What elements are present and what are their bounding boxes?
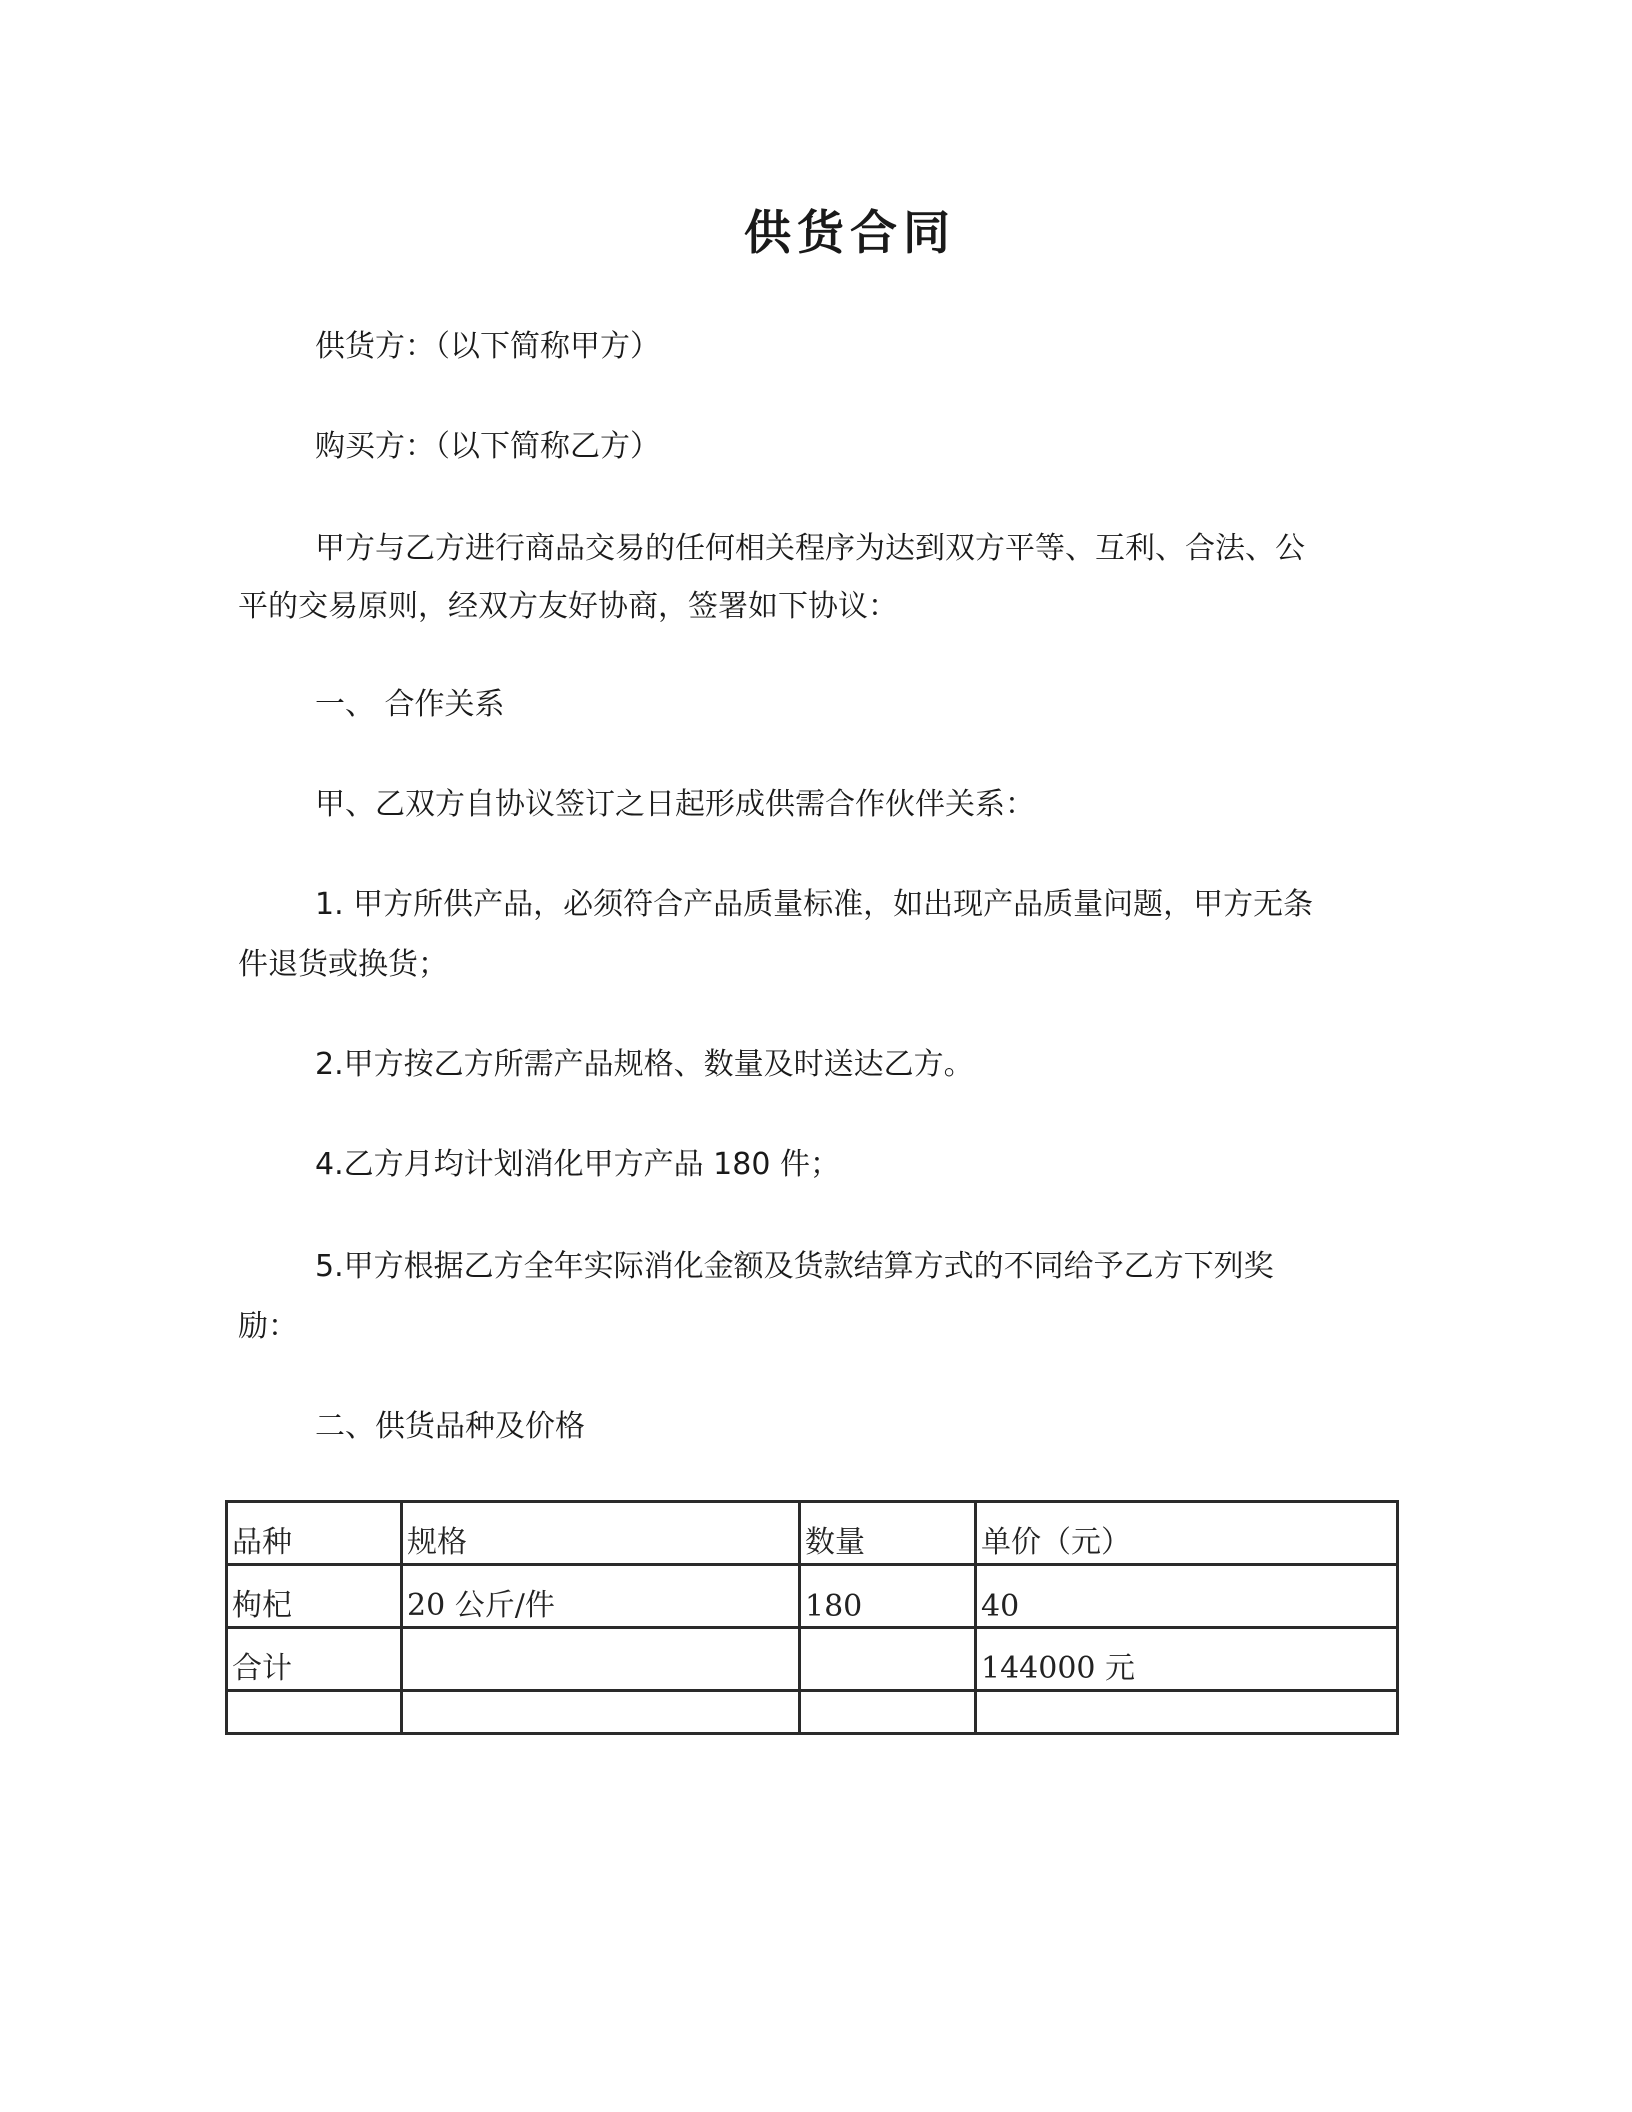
table-header-row bbox=[227, 1502, 1398, 1565]
clause-1-line-1: 1. 甲方所供产品，必须符合产品质量标准，如出现产品质量问题，甲方无条 bbox=[315, 887, 1314, 922]
cell-text: 40 bbox=[981, 1589, 1020, 1624]
cell-text: 枸杞 bbox=[232, 1588, 292, 1623]
table-cell bbox=[976, 1691, 1398, 1734]
header-unit-price: 单价（元） bbox=[981, 1525, 1131, 1560]
clause-2: 2.甲方按乙方所需产品规格、数量及时送达乙方。 bbox=[315, 1047, 974, 1082]
section-2-heading: 二、供货品种及价格 bbox=[315, 1409, 585, 1444]
table-header-cell bbox=[402, 1502, 800, 1565]
table-cell bbox=[402, 1565, 800, 1628]
cell-text: 合计 bbox=[232, 1651, 292, 1686]
clause-1-line-2: 件退货或换货； bbox=[238, 947, 448, 982]
cell-text: 20 公斤/件 bbox=[407, 1588, 555, 1623]
table-header-cell bbox=[227, 1502, 402, 1565]
document-title: 供货合同 bbox=[744, 206, 956, 261]
header-quantity: 数量 bbox=[805, 1525, 865, 1560]
table-cell bbox=[402, 1628, 800, 1691]
table-header-cell bbox=[800, 1502, 976, 1565]
header-spec: 规格 bbox=[407, 1525, 467, 1560]
table-cell bbox=[227, 1565, 402, 1628]
intro-paragraph-line-2: 平的交易原则，经双方友好协商，签署如下协议： bbox=[238, 589, 898, 624]
clause-5-line-2: 励： bbox=[238, 1309, 298, 1344]
price-table bbox=[225, 1500, 1399, 1735]
supplier-line: 供货方：（以下简称甲方） bbox=[315, 329, 660, 364]
table-cell bbox=[800, 1691, 976, 1734]
table-row-total bbox=[227, 1628, 1398, 1691]
cell-text: 144000 元 bbox=[981, 1651, 1136, 1686]
intro-paragraph-line-1: 甲方与乙方进行商品交易的任何相关程序为达到双方平等、互利、合法、公 bbox=[315, 531, 1305, 566]
table-cell bbox=[800, 1628, 976, 1691]
table-cell bbox=[800, 1565, 976, 1628]
section-1-intro: 甲、乙双方自协议签订之日起形成供需合作伙伴关系： bbox=[315, 787, 1035, 822]
table-row bbox=[227, 1565, 1398, 1628]
price-table-container bbox=[225, 1500, 1396, 1735]
table-cell bbox=[227, 1628, 402, 1691]
table-row-empty bbox=[227, 1691, 1398, 1734]
section-1-heading: 一、 合作关系 bbox=[315, 687, 505, 722]
header-variety: 品种 bbox=[232, 1525, 292, 1560]
table-header-cell bbox=[976, 1502, 1398, 1565]
table-cell bbox=[227, 1691, 402, 1734]
table-cell bbox=[976, 1628, 1398, 1691]
table-cell bbox=[402, 1691, 800, 1734]
cell-text: 180 bbox=[805, 1589, 863, 1624]
table-cell bbox=[976, 1565, 1398, 1628]
clause-4: 4.乙方月均计划消化甲方产品 180 件； bbox=[315, 1147, 840, 1182]
buyer-line: 购买方：（以下简称乙方） bbox=[315, 429, 660, 464]
clause-5-line-1: 5.甲方根据乙方全年实际消化金额及货款结算方式的不同给予乙方下列奖 bbox=[315, 1249, 1274, 1284]
